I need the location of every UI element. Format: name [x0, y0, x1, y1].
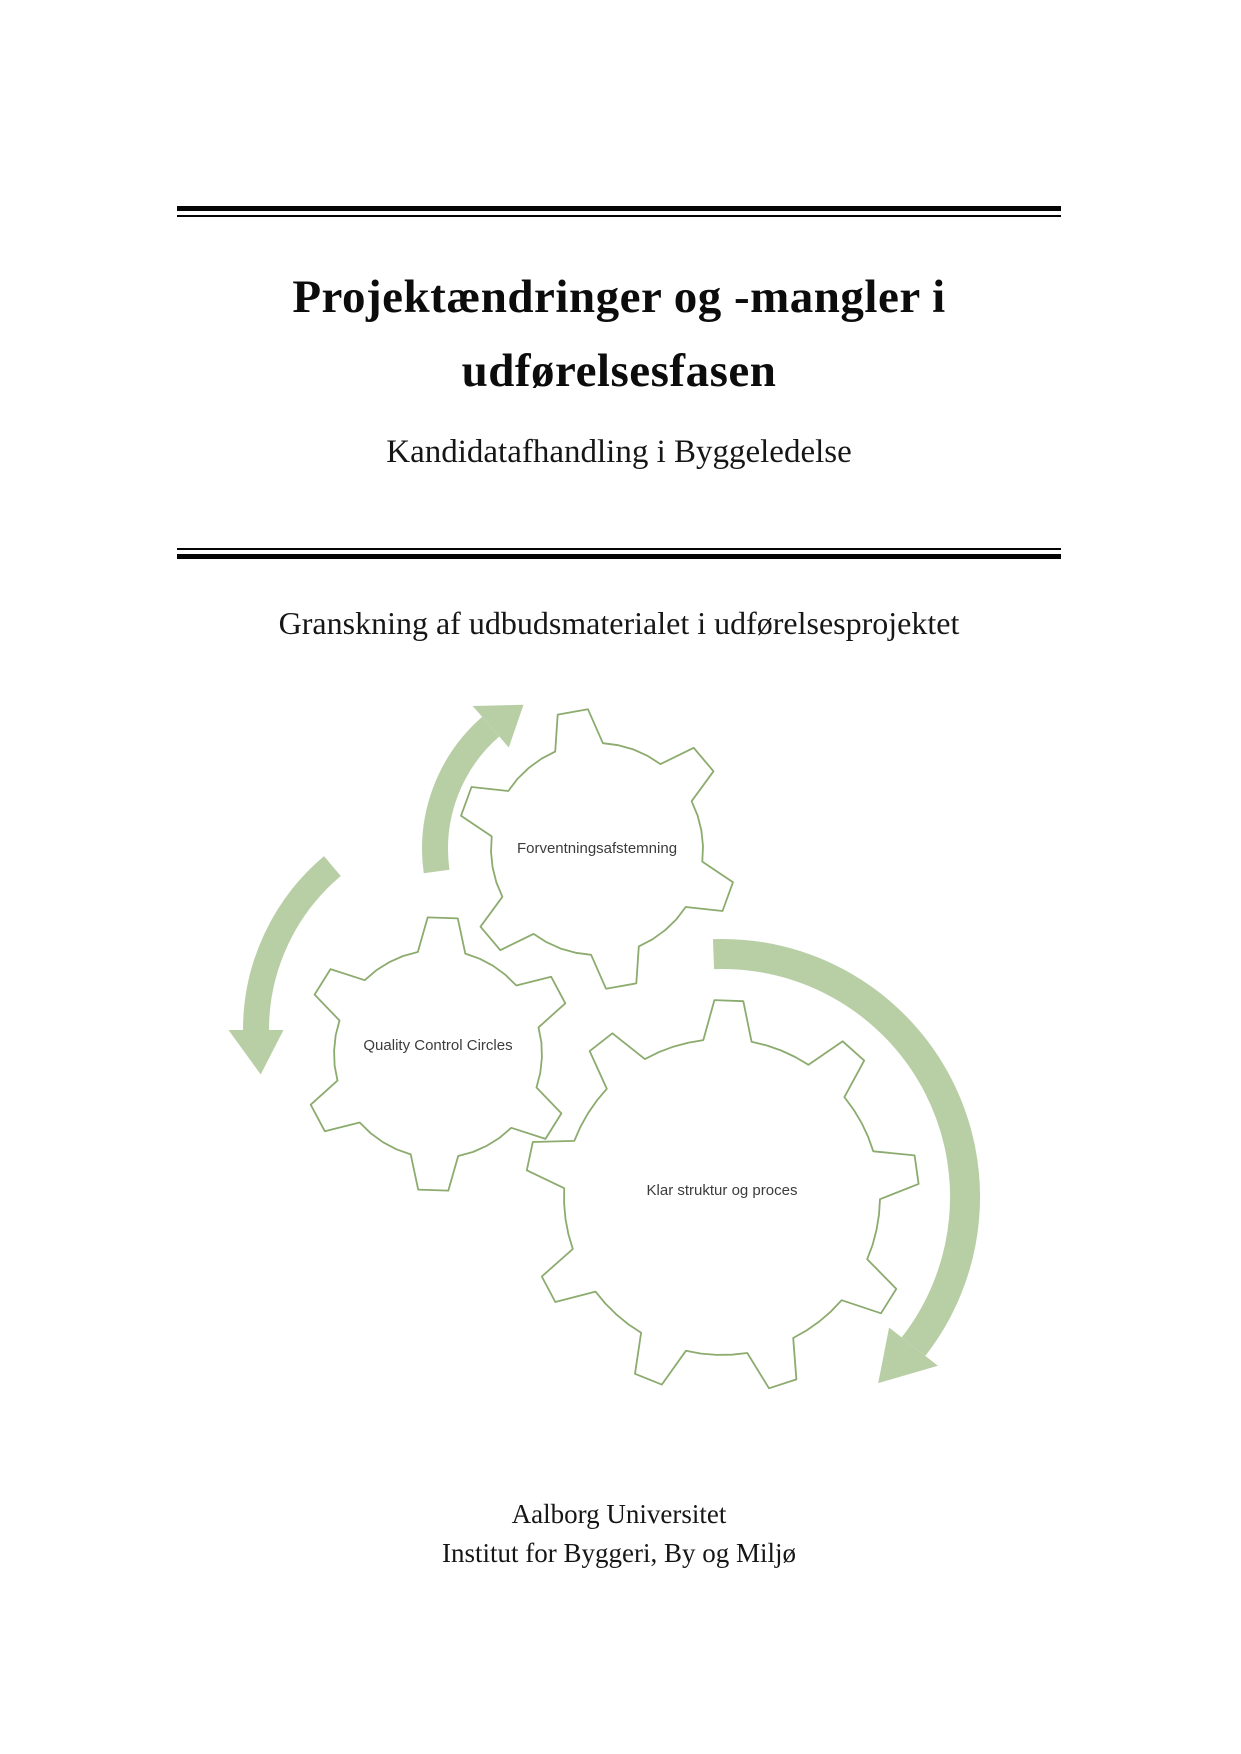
title-line-1: Projektændringer og -mangler i	[292, 271, 946, 323]
arrow-down-left	[256, 866, 332, 1030]
footer-university: Aalborg Universitet	[511, 1499, 727, 1529]
footer	[177, 1495, 1061, 1573]
tagline: Granskning af udbudsmaterialet i udførelsesprojektet	[278, 605, 960, 641]
gear-label: Quality Control Circles	[363, 1037, 513, 1054]
arrow-up-right	[435, 727, 491, 872]
title-line-2: udførelsesfasen	[461, 345, 777, 397]
gear-outline	[311, 917, 566, 1190]
gear-label: Klar struktur og proces	[646, 1182, 798, 1199]
arrow-right-sweep	[714, 954, 966, 1347]
arrow-down-left-head	[229, 1030, 284, 1075]
footer-institute: Institut for Byggeri, By og Miljø	[442, 1538, 796, 1568]
gear-label: Forventningsafstemning	[516, 840, 678, 857]
document-subtitle: Kandidatafhandling i Byggeledelse	[386, 434, 852, 470]
